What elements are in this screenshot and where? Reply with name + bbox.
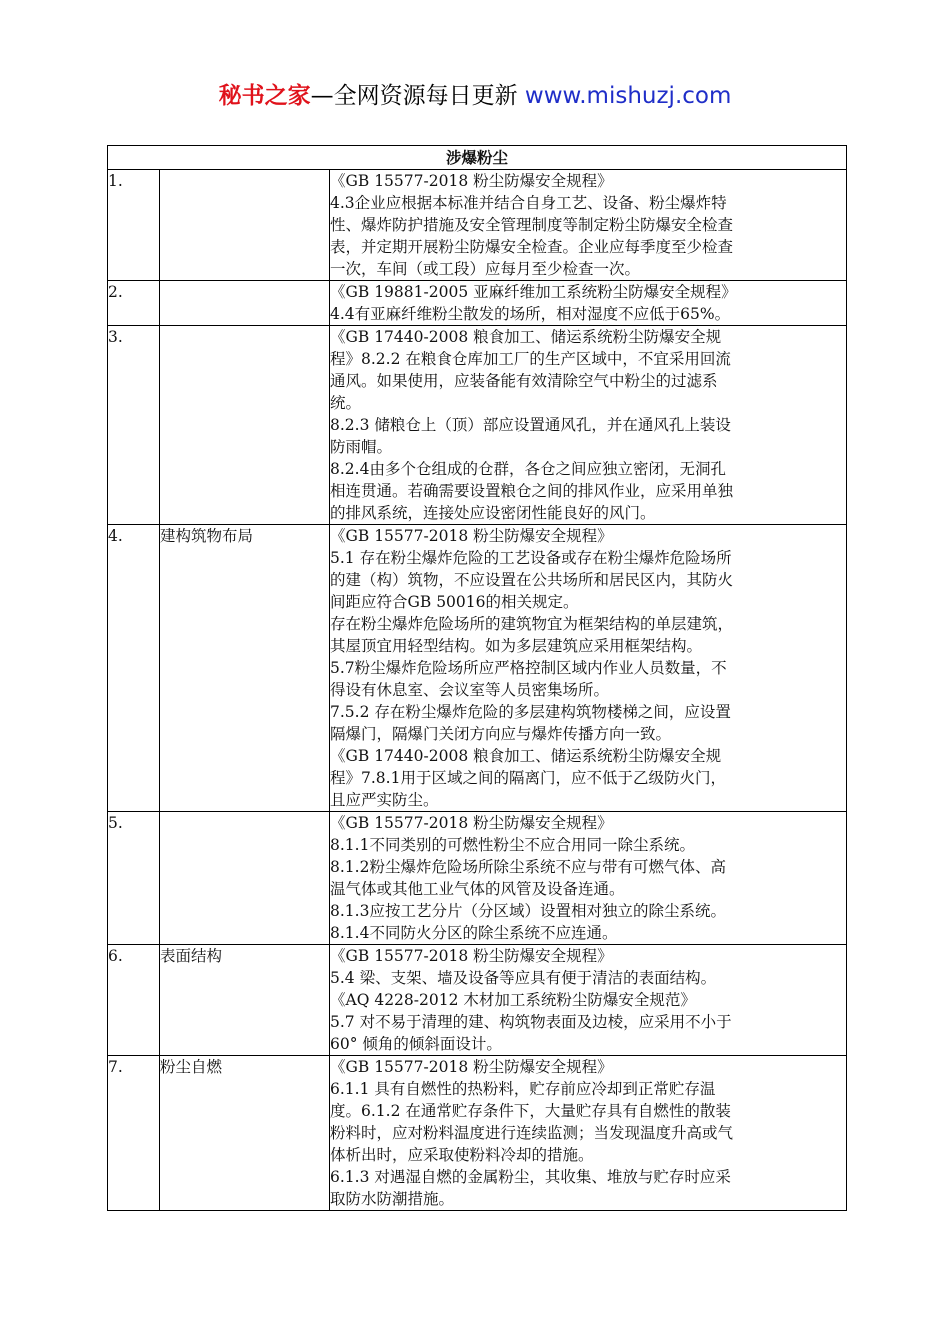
table-row xyxy=(108,1056,847,1211)
content-line: 体析出时，应采取使粉料冷却的措施。 xyxy=(330,1146,594,1164)
content-line: 《GB 19881-2005 亚麻纤维加工系统粉尘防爆安全规程》 xyxy=(330,283,737,301)
content-line: 5.1 存在粉尘爆炸危险的工艺设备或存在粉尘爆炸危险场所 xyxy=(330,549,732,567)
content-line: 间距应符合GB 50016的相关规定。 xyxy=(330,593,579,611)
site-url-link[interactable]: www.mishuzj.com xyxy=(524,83,732,109)
brand-name: 秘书之家 xyxy=(218,83,311,109)
content-line: 《GB 15577-2018 粉尘防爆安全规程》 xyxy=(330,814,613,832)
content-line: 温气体或其他工业气体的风管及设备连通。 xyxy=(330,880,625,898)
row-category: 粉尘自燃 xyxy=(160,1056,330,1211)
row-number: 7. xyxy=(108,1056,160,1211)
row-category: 建构筑物布局 xyxy=(160,525,330,812)
row-number: 4. xyxy=(108,525,160,812)
content-line: 统。 xyxy=(330,394,362,412)
table-row xyxy=(108,281,847,326)
row-category: 表面结构 xyxy=(160,945,330,1056)
content-line: 其屋顶宜用轻型结构。如为多层建筑应采用框架结构。 xyxy=(330,637,703,655)
content-line: 性、爆炸防护措施及安全管理制度等制定粉尘防爆安全检查 xyxy=(330,216,734,234)
row-content xyxy=(330,326,847,525)
content-line: 8.2.4由多个仓组成的仓群，各仓之间应独立密闭，无洞孔 xyxy=(330,460,726,478)
content-line: 粉料时，应对粉料温度进行连续监测；当发现温度升高或气 xyxy=(330,1124,734,1142)
content-line: 《GB 15577-2018 粉尘防爆安全规程》 xyxy=(330,172,613,190)
table-body xyxy=(108,170,847,1211)
content-line: 6.1.3 对遇湿自燃的金属粉尘，其收集、堆放与贮存时应采 xyxy=(330,1168,731,1186)
row-content xyxy=(330,170,847,281)
content-line: 5.4 梁、支架、墙及设备等应具有便于清洁的表面结构。 xyxy=(330,969,717,987)
content-line: 的建（构）筑物，不应设置在公共场所和居民区内，其防火 xyxy=(330,571,734,589)
content-line: 取防水防潮措施。 xyxy=(330,1190,455,1208)
content-line: 相连贯通。若确需要设置粮仓之间的排风作业，应采用单独 xyxy=(330,482,734,500)
content-line: 《GB 15577-2018 粉尘防爆安全规程》 xyxy=(330,947,613,965)
row-content xyxy=(330,812,847,945)
content-line: 8.2.3 储粮仓上（顶）部应设置通风孔，并在通风孔上装设 xyxy=(330,416,731,434)
content-line: 表，并定期开展粉尘防爆安全检查。企业应每季度至少检查 xyxy=(330,238,734,256)
table-row xyxy=(108,525,847,812)
content-line: 《GB 15577-2018 粉尘防爆安全规程》 xyxy=(330,1058,613,1076)
content-line: 度。6.1.2 在通常贮存条件下，大量贮存具有自燃性的散装 xyxy=(330,1102,731,1120)
row-category xyxy=(160,281,330,326)
content-line: 通风。如果使用，应装备能有效清除空气中粉尘的过滤系 xyxy=(330,372,718,390)
content-line: 《GB 15577-2018 粉尘防爆安全规程》 xyxy=(330,527,613,545)
content-line: 4.3企业应根据本标准并结合自身工艺、设备、粉尘爆炸特 xyxy=(330,194,727,212)
content-line: 隔爆门，隔爆门关闭方向应与爆炸传播方向一致。 xyxy=(330,725,672,743)
content-line: 《GB 17440-2008 粮食加工、储运系统粉尘防爆安全规 xyxy=(330,747,722,765)
content-line: 8.1.1不同类别的可燃性粉尘不应合用同一除尘系统。 xyxy=(330,836,695,854)
content-line: 得设有休息室、会议室等人员密集场所。 xyxy=(330,681,610,699)
site-header xyxy=(0,78,950,114)
content-line: 程》8.2.2 在粮食仓库加工厂的生产区域中，不宜采用回流 xyxy=(330,350,731,368)
row-number: 6. xyxy=(108,945,160,1056)
content-line: 8.1.3应按工艺分片（分区域）设置相对独立的除尘系统。 xyxy=(330,902,726,920)
content-line: 8.1.4不同防火分区的除尘系统不应连通。 xyxy=(330,924,618,942)
content-line: 防雨帽。 xyxy=(330,438,393,456)
content-line: 的排风系统，连接处应设密闭性能良好的风门。 xyxy=(330,504,656,522)
row-number: 2. xyxy=(108,281,160,326)
table-row xyxy=(108,945,847,1056)
content-line: 《GB 17440-2008 粮食加工、储运系统粉尘防爆安全规 xyxy=(330,328,722,346)
table-row xyxy=(108,170,847,281)
row-content xyxy=(330,1056,847,1211)
row-category xyxy=(160,170,330,281)
row-content xyxy=(330,281,847,326)
row-number: 3. xyxy=(108,326,160,525)
content-line: 《AQ 4228-2012 木材加工系统粉尘防爆安全规范》 xyxy=(330,991,696,1009)
content-line: 6.1.1 具有自燃性的热粉料，贮存前应冷却到正常贮存温 xyxy=(330,1080,716,1098)
table-row xyxy=(108,812,847,945)
header-tagline: —全网资源每日更新 xyxy=(310,83,525,109)
content-line: 60° 倾角的倾斜面设计。 xyxy=(330,1035,502,1053)
row-number: 5. xyxy=(108,812,160,945)
table-row xyxy=(108,326,847,525)
regulation-table xyxy=(107,145,847,1211)
row-content xyxy=(330,525,847,812)
row-number: 1. xyxy=(108,170,160,281)
content-line: 4.4有亚麻纤维粉尘散发的场所，相对湿度不应低于65%。 xyxy=(330,305,731,323)
content-line: 7.5.2 存在粉尘爆炸危险的多层建构筑物楼梯之间，应设置 xyxy=(330,703,731,721)
content-line: 一次，车间（或工段）应每月至少检查一次。 xyxy=(330,260,641,278)
content-line: 8.1.2粉尘爆炸危险场所除尘系统不应与带有可燃气体、高 xyxy=(330,858,726,876)
content-line: 5.7 对不易于清理的建、构筑物表面及边棱，应采用不小于 xyxy=(330,1013,732,1031)
content-line: 程》7.8.1用于区域之间的隔离门，应不低于乙级防火门， xyxy=(330,769,726,787)
row-category xyxy=(160,326,330,525)
content-line: 存在粉尘爆炸危险场所的建筑物宜为框架结构的单层建筑， xyxy=(330,615,734,633)
table-title-row xyxy=(108,146,847,170)
content-line: 5.7粉尘爆炸危险场所应严格控制区域内作业人员数量，不 xyxy=(330,659,727,677)
row-category xyxy=(160,812,330,945)
row-content xyxy=(330,945,847,1056)
content-line: 且应严实防尘。 xyxy=(330,791,439,809)
table-title: 涉爆粉尘 xyxy=(108,146,847,170)
